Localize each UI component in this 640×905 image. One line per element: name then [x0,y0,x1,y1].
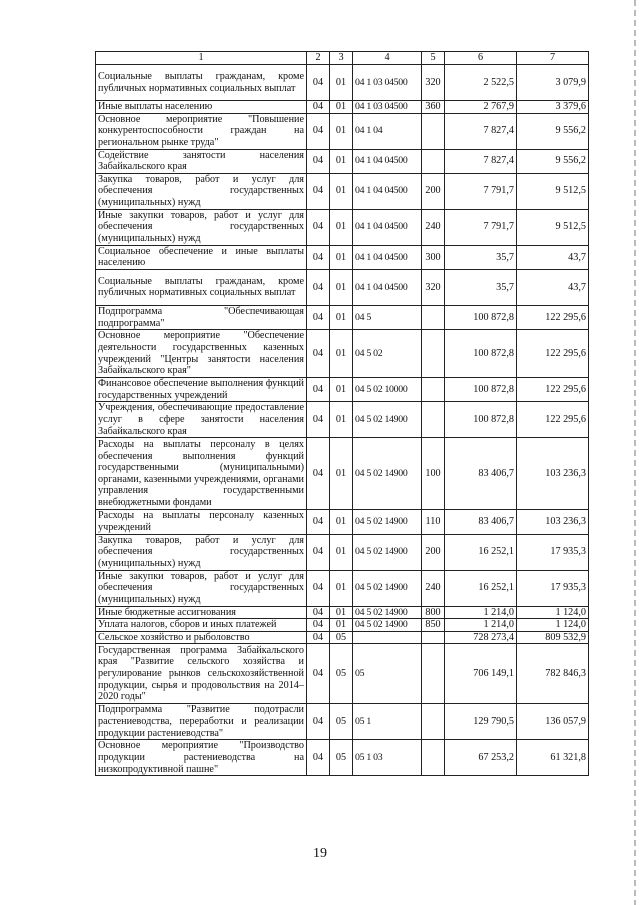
table-row [96,570,589,606]
row-name-cell: Расходы на выплаты персоналу казенных учреждений [96,510,307,534]
amount-year1-cell: 100 872,8 [445,378,517,402]
amount-year1-cell: 1 214,0 [445,619,517,632]
section-code-cell: 04 [307,330,330,378]
subsection-code-cell: 01 [330,402,353,438]
amount-year2-cell: 9 556,2 [517,149,589,173]
amount-year2-cell: 9 556,2 [517,113,589,149]
amount-year2-cell: 122 295,6 [517,378,589,402]
amount-year1-cell: 100 872,8 [445,330,517,378]
target-article-cell: 04 1 03 04500 [353,65,422,101]
expense-type-cell: 240 [422,209,445,245]
expense-type-cell [422,305,445,329]
expense-type-cell [422,149,445,173]
section-code-cell: 04 [307,149,330,173]
target-article-cell: 04 1 04 04500 [353,149,422,173]
table-row [96,330,589,378]
amount-year2-cell: 3 079,9 [517,65,589,101]
row-name-cell: Основное мероприятие "Обеспечение деятельности государственных казенных учреждений "Центры занятости населения Забайкальского края" [96,330,307,378]
target-article-cell: 04 5 02 14900 [353,606,422,619]
row-name-cell: Расходы на выплаты персоналу в целях обеспечения выполнения функций государственными (муниципальными) органами, казенными учреждениями, органами управления государственными внебюджетными фондами [96,438,307,510]
amount-year1-cell: 7 791,7 [445,173,517,209]
table-header-row [96,52,589,65]
subsection-code-cell: 01 [330,101,353,114]
amount-year1-cell: 2 522,5 [445,65,517,101]
section-code-cell: 04 [307,378,330,402]
table-row [96,704,589,740]
section-code-cell: 04 [307,101,330,114]
table-row [96,510,589,534]
expense-type-cell [422,378,445,402]
header-cell: 6 [445,52,517,65]
target-article-cell: 04 5 02 14900 [353,534,422,570]
header-cell: 5 [422,52,445,65]
section-code-cell: 04 [307,245,330,269]
amount-year2-cell: 103 236,3 [517,438,589,510]
section-code-cell: 04 [307,631,330,644]
section-code-cell: 04 [307,606,330,619]
subsection-code-cell: 01 [330,534,353,570]
amount-year1-cell: 7 827,4 [445,149,517,173]
target-article-cell: 04 5 [353,305,422,329]
expense-type-cell: 320 [422,65,445,101]
expense-type-cell [422,644,445,704]
section-code-cell: 04 [307,65,330,101]
amount-year2-cell: 43,7 [517,245,589,269]
row-name-cell: Подпрограмма "Обеспечивающая подпрограмма" [96,305,307,329]
subsection-code-cell: 01 [330,606,353,619]
row-name-cell: Социальные выплаты гражданам, кроме публичных нормативных социальных выплат [96,65,307,101]
page-edge-scan-mark [634,0,636,905]
subsection-code-cell: 01 [330,209,353,245]
subsection-code-cell: 05 [330,740,353,776]
amount-year2-cell: 809 532,9 [517,631,589,644]
table-row [96,606,589,619]
expense-type-cell: 320 [422,269,445,305]
subsection-code-cell: 05 [330,644,353,704]
row-name-cell: Сельское хозяйство и рыболовство [96,631,307,644]
target-article-cell: 04 1 04 04500 [353,173,422,209]
expense-type-cell: 200 [422,534,445,570]
table-row [96,644,589,704]
amount-year2-cell: 17 935,3 [517,570,589,606]
target-article-cell: 04 1 03 04500 [353,101,422,114]
amount-year1-cell: 100 872,8 [445,305,517,329]
subsection-code-cell: 05 [330,631,353,644]
row-name-cell: Закупка товаров, работ и услуг для обеспечения государственных (муниципальных) нужд [96,173,307,209]
amount-year2-cell: 782 846,3 [517,644,589,704]
section-code-cell: 04 [307,570,330,606]
expense-type-cell: 100 [422,438,445,510]
amount-year1-cell: 2 767,9 [445,101,517,114]
section-code-cell: 04 [307,305,330,329]
subsection-code-cell: 01 [330,269,353,305]
expense-type-cell [422,113,445,149]
section-code-cell: 04 [307,438,330,510]
target-article-cell: 04 1 04 04500 [353,269,422,305]
amount-year2-cell: 1 124,0 [517,619,589,632]
subsection-code-cell: 01 [330,378,353,402]
table-row [96,149,589,173]
amount-year2-cell: 9 512,5 [517,209,589,245]
row-name-cell: Учреждения, обеспечивающие предоставление услуг в сфере занятости населения Забайкальского края [96,402,307,438]
amount-year1-cell: 83 406,7 [445,438,517,510]
expense-type-cell: 110 [422,510,445,534]
amount-year1-cell: 35,7 [445,245,517,269]
target-article-cell: 04 1 04 04500 [353,209,422,245]
expense-type-cell: 850 [422,619,445,632]
subsection-code-cell: 01 [330,438,353,510]
page-number: 19 [313,846,327,861]
section-code-cell: 04 [307,704,330,740]
table-row [96,65,589,101]
row-name-cell: Социальное обеспечение и иные выплаты населению [96,245,307,269]
amount-year1-cell: 16 252,1 [445,570,517,606]
amount-year2-cell: 122 295,6 [517,330,589,378]
section-code-cell: 04 [307,534,330,570]
row-name-cell: Финансовое обеспечение выполнения функций государственных учреждений [96,378,307,402]
row-name-cell: Содействие занятости населения Забайкальского края [96,149,307,173]
target-article-cell: 05 [353,644,422,704]
expense-type-cell: 300 [422,245,445,269]
table-row [96,245,589,269]
section-code-cell: 04 [307,619,330,632]
row-name-cell: Уплата налогов, сборов и иных платежей [96,619,307,632]
expense-type-cell: 800 [422,606,445,619]
section-code-cell: 04 [307,269,330,305]
table-row [96,101,589,114]
table-row [96,209,589,245]
row-name-cell: Иные закупки товаров, работ и услуг для обеспечения государственных (муниципальных) нужд [96,209,307,245]
amount-year2-cell: 43,7 [517,269,589,305]
row-name-cell: Иные бюджетные ассигнования [96,606,307,619]
section-code-cell: 04 [307,402,330,438]
table-row [96,378,589,402]
table-row [96,305,589,329]
target-article-cell: 04 1 04 [353,113,422,149]
amount-year2-cell: 136 057,9 [517,704,589,740]
amount-year2-cell: 122 295,6 [517,305,589,329]
amount-year1-cell: 67 253,2 [445,740,517,776]
subsection-code-cell: 01 [330,245,353,269]
row-name-cell: Иные закупки товаров, работ и услуг для обеспечения государственных (муниципальных) нужд [96,570,307,606]
amount-year1-cell: 1 214,0 [445,606,517,619]
amount-year1-cell: 706 149,1 [445,644,517,704]
amount-year1-cell: 129 790,5 [445,704,517,740]
subsection-code-cell: 01 [330,510,353,534]
target-article-cell: 05 1 [353,704,422,740]
target-article-cell [353,631,422,644]
subsection-code-cell: 01 [330,305,353,329]
target-article-cell: 04 5 02 14900 [353,438,422,510]
section-code-cell: 04 [307,209,330,245]
amount-year2-cell: 1 124,0 [517,606,589,619]
expense-type-cell [422,740,445,776]
row-name-cell: Основное мероприятие "Повышение конкурентоспособности граждан на региональном рынке труда" [96,113,307,149]
header-cell: 7 [517,52,589,65]
subsection-code-cell: 01 [330,570,353,606]
section-code-cell: 04 [307,173,330,209]
amount-year1-cell: 16 252,1 [445,534,517,570]
row-name-cell: Социальные выплаты гражданам, кроме публичных нормативных социальных выплат [96,269,307,305]
budget-table [95,51,589,776]
target-article-cell: 04 1 04 04500 [353,245,422,269]
table-row [96,438,589,510]
table-row [96,173,589,209]
expense-type-cell [422,402,445,438]
amount-year2-cell: 3 379,6 [517,101,589,114]
row-name-cell: Основное мероприятие "Производство продукции растениеводства на низкопродуктивной пашне" [96,740,307,776]
table-row [96,631,589,644]
subsection-code-cell: 01 [330,113,353,149]
subsection-code-cell: 01 [330,173,353,209]
header-cell: 1 [96,52,307,65]
expense-type-cell [422,704,445,740]
subsection-code-cell: 05 [330,704,353,740]
row-name-cell: Государственная программа Забайкальского края "Развитие сельского хозяйства и регулирование рынков сельскохозяйственной продукции, сырья и продовольствия на 2014–2020 годы" [96,644,307,704]
amount-year1-cell: 83 406,7 [445,510,517,534]
amount-year1-cell: 7 827,4 [445,113,517,149]
table-row [96,619,589,632]
subsection-code-cell: 01 [330,619,353,632]
expense-type-cell [422,330,445,378]
amount-year2-cell: 61 321,8 [517,740,589,776]
table-row [96,402,589,438]
row-name-cell: Подпрограмма "Развитие подотрасли растениеводства, переработки и реализации продукции растениеводства" [96,704,307,740]
expense-type-cell [422,631,445,644]
section-code-cell: 04 [307,740,330,776]
section-code-cell: 04 [307,644,330,704]
table-row [96,740,589,776]
amount-year1-cell: 100 872,8 [445,402,517,438]
target-article-cell: 04 5 02 10000 [353,378,422,402]
subsection-code-cell: 01 [330,149,353,173]
amount-year2-cell: 9 512,5 [517,173,589,209]
section-code-cell: 04 [307,113,330,149]
section-code-cell: 04 [307,510,330,534]
amount-year2-cell: 122 295,6 [517,402,589,438]
amount-year2-cell: 17 935,3 [517,534,589,570]
row-name-cell: Закупка товаров, работ и услуг для обеспечения государственных (муниципальных) нужд [96,534,307,570]
subsection-code-cell: 01 [330,330,353,378]
expense-type-cell: 360 [422,101,445,114]
target-article-cell: 05 1 03 [353,740,422,776]
row-name-cell: Иные выплаты населению [96,101,307,114]
target-article-cell: 04 5 02 14900 [353,510,422,534]
amount-year2-cell: 103 236,3 [517,510,589,534]
subsection-code-cell: 01 [330,65,353,101]
table-row [96,269,589,305]
amount-year1-cell: 728 273,4 [445,631,517,644]
header-cell: 3 [330,52,353,65]
amount-year1-cell: 7 791,7 [445,209,517,245]
table-row [96,534,589,570]
target-article-cell: 04 5 02 14900 [353,619,422,632]
amount-year1-cell: 35,7 [445,269,517,305]
header-cell: 4 [353,52,422,65]
expense-type-cell: 200 [422,173,445,209]
header-cell: 2 [307,52,330,65]
table-row [96,113,589,149]
target-article-cell: 04 5 02 14900 [353,570,422,606]
expense-type-cell: 240 [422,570,445,606]
target-article-cell: 04 5 02 [353,330,422,378]
target-article-cell: 04 5 02 14900 [353,402,422,438]
